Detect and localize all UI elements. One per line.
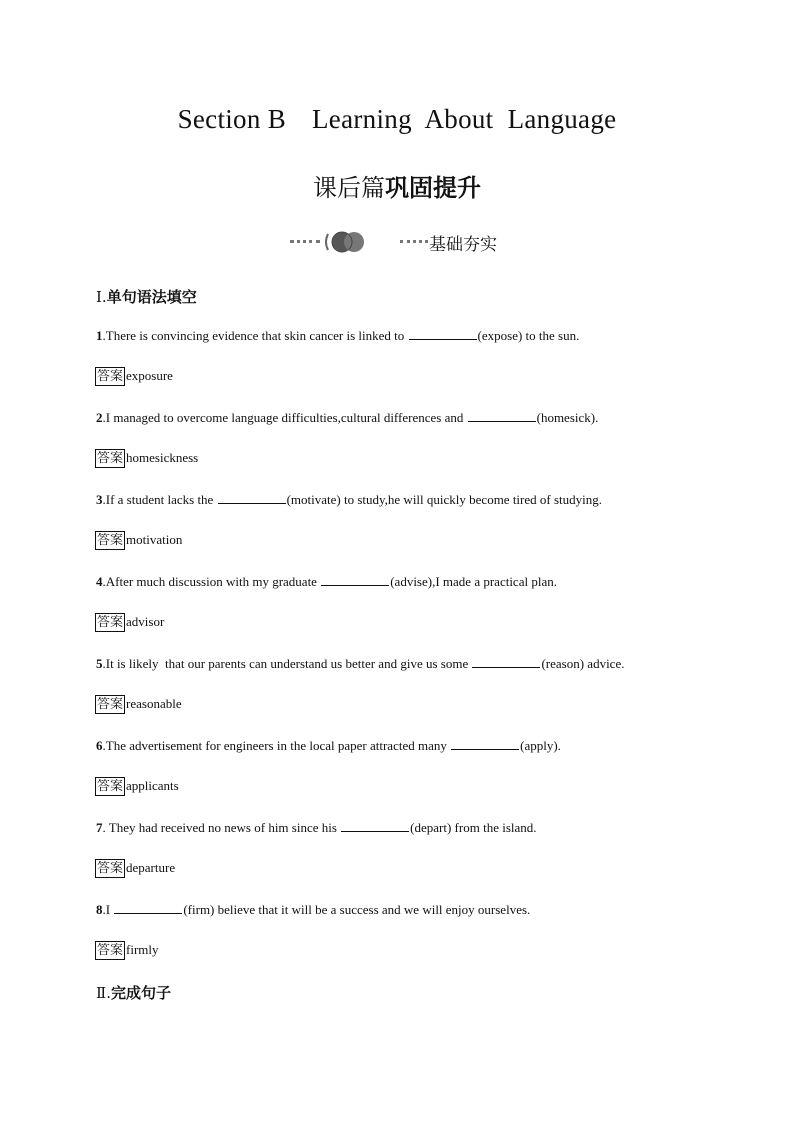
answer-line <box>95 859 175 878</box>
question-text-before: . They had received no news of him since his <box>102 820 341 835</box>
answer-line <box>95 695 182 714</box>
answer-blank[interactable] <box>451 737 519 750</box>
question-item <box>96 573 557 590</box>
question-number: 2 <box>96 410 103 425</box>
question-number: 1 <box>96 328 103 343</box>
answer-text: firmly <box>126 942 159 957</box>
answer-line <box>95 367 173 386</box>
question-text-after: (expose) to the sun. <box>477 328 580 343</box>
question-item <box>96 491 602 508</box>
banner-dots-left <box>290 240 320 243</box>
answer-text: homesickness <box>126 450 199 465</box>
question-number: 6 <box>96 738 103 753</box>
section-number: Ⅱ. <box>96 984 111 1002</box>
answer-blank[interactable] <box>321 573 389 586</box>
answer-line <box>95 531 182 550</box>
question-item <box>96 409 598 426</box>
question-item <box>96 327 579 344</box>
question-text-after: (advise),I made a practical plan. <box>390 574 557 589</box>
question-text-before: .There is convincing evidence that skin cancer is linked to <box>102 328 408 343</box>
question-text-after: (reason) advice. <box>541 656 625 671</box>
question-text-before: .It is likely that our parents can understand us better and give us some <box>102 656 472 671</box>
answer-text: motivation <box>126 532 183 547</box>
answer-badge: 答案 <box>97 615 124 630</box>
question-text-after: (motivate) to study,he will quickly become tired of studying. <box>286 492 603 507</box>
question-text-before: .I <box>102 902 114 917</box>
question-number: 8 <box>96 902 103 917</box>
answer-blank[interactable] <box>472 655 540 668</box>
answer-line <box>95 449 198 468</box>
subtitle-light: 课后篇 <box>313 174 385 202</box>
answer-blank[interactable] <box>468 409 536 422</box>
question-text-before: .The advertisement for engineers in the local paper attracted many <box>102 738 451 753</box>
answer-blank[interactable] <box>409 327 477 340</box>
section-label: 完成句子 <box>110 984 171 1002</box>
answer-blank[interactable] <box>218 491 286 504</box>
question-text-after: (firm) believe that it will be a success and we will enjoy ourselves. <box>183 902 531 917</box>
section-banner <box>290 228 530 256</box>
question-text-before: .If a student lacks the <box>102 492 217 507</box>
answer-text: reasonable <box>126 696 182 711</box>
page-subtitle <box>0 168 794 203</box>
page-title <box>0 104 794 135</box>
double-circle-icon <box>322 230 368 254</box>
answer-text: applicants <box>126 778 179 793</box>
answer-badge: 答案 <box>97 861 124 876</box>
section-heading-2 <box>96 982 171 1003</box>
banner-label: 基础夯实 <box>429 235 497 255</box>
title-section: Section B <box>177 104 287 134</box>
section-number: Ⅰ. <box>96 288 107 306</box>
answer-line <box>95 613 164 632</box>
section-heading-1 <box>96 286 197 307</box>
answer-line <box>95 777 179 796</box>
question-item <box>96 737 561 754</box>
question-text-after: (homesick). <box>536 410 599 425</box>
question-text-before: .After much discussion with my graduate <box>102 574 321 589</box>
answer-badge: 答案 <box>97 697 124 712</box>
answer-badge: 答案 <box>97 451 124 466</box>
answer-badge: 答案 <box>97 779 124 794</box>
question-item <box>96 655 624 672</box>
answer-text: advisor <box>126 614 165 629</box>
question-number: 7 <box>96 820 103 835</box>
answer-text: exposure <box>126 368 173 383</box>
banner-dots-right <box>400 240 428 243</box>
answer-line <box>95 941 159 960</box>
question-number: 3 <box>96 492 103 507</box>
question-number: 5 <box>96 656 103 671</box>
answer-badge: 答案 <box>97 943 124 958</box>
answer-badge: 答案 <box>97 533 124 548</box>
answer-badge: 答案 <box>97 369 124 384</box>
question-text-after: (depart) from the island. <box>410 820 537 835</box>
answer-blank[interactable] <box>341 819 409 832</box>
answer-text: departure <box>126 860 176 875</box>
question-text-before: .I managed to overcome language difficulties,cultural differences and <box>102 410 467 425</box>
title-topic: Learning About Language <box>312 104 617 134</box>
section-label: 单句语法填空 <box>106 288 197 306</box>
subtitle-bold: 巩固提升 <box>385 174 481 202</box>
question-item <box>96 901 530 918</box>
answer-blank[interactable] <box>114 901 182 914</box>
question-text-after: (apply). <box>520 738 561 753</box>
question-item <box>96 819 537 836</box>
question-number: 4 <box>96 574 103 589</box>
